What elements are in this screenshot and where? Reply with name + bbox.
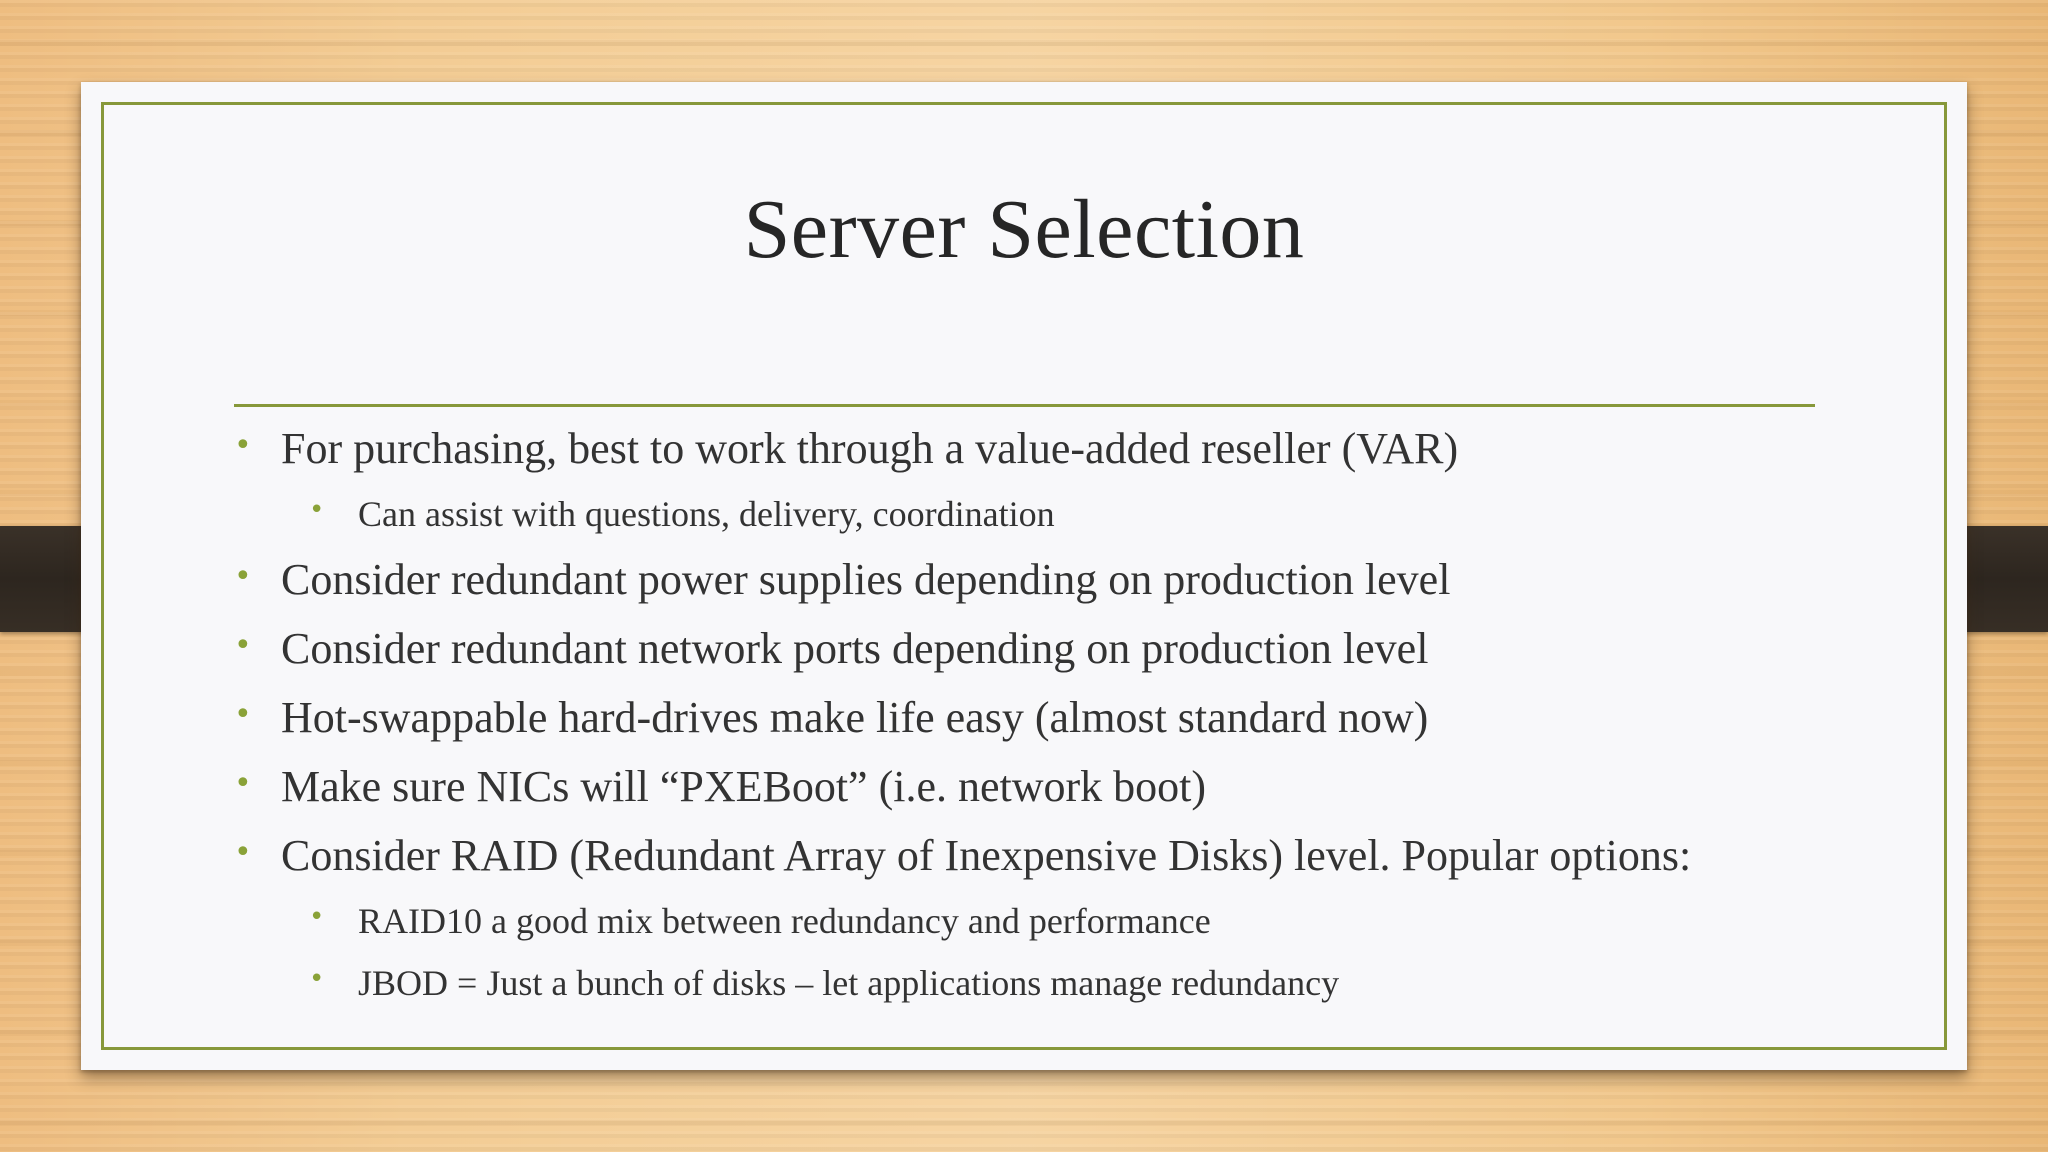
slide <box>81 82 1967 1070</box>
bullet-dot-icon: • <box>234 766 252 801</box>
bullet-item <box>234 683 1834 752</box>
sub-bullet-item <box>234 952 1834 1014</box>
sub-bullet-text: JBOD = Just a bunch of disks – let applications manage redundancy <box>358 963 1340 1003</box>
bullet-list <box>234 414 1834 1014</box>
bullet-text: Consider redundant power supplies depending on production level <box>281 555 1451 604</box>
bullet-dot-icon: • <box>234 697 252 732</box>
bullet-text: Consider RAID (Redundant Array of Inexpensive Disks) level. Popular options: <box>281 831 1692 880</box>
bullet-item <box>234 752 1834 821</box>
sub-bullet-item <box>234 890 1834 952</box>
slide-title: Server Selection <box>743 183 1305 276</box>
sub-bullet-text: RAID10 a good mix between redundancy and performance <box>358 901 1211 941</box>
bullet-dot-icon: • <box>234 835 252 870</box>
bullet-dot-icon: • <box>234 428 252 463</box>
sub-bullet-text: Can assist with questions, delivery, coordination <box>358 494 1055 534</box>
bullet-dot-icon: • <box>309 902 325 932</box>
bullet-item <box>234 821 1834 890</box>
bullet-text: Make sure NICs will “PXEBoot” (i.e. network boot) <box>281 762 1207 811</box>
bullet-item <box>234 545 1834 614</box>
bullet-text: For purchasing, best to work through a value-added reseller (VAR) <box>281 424 1459 473</box>
bullet-item <box>234 614 1834 683</box>
bullet-text: Consider redundant network ports depending on production level <box>281 624 1429 673</box>
bullet-dot-icon: • <box>309 964 325 994</box>
bullet-dot-icon: • <box>234 559 252 594</box>
title-divider <box>234 404 1815 407</box>
bullet-item <box>234 414 1834 483</box>
bullet-dot-icon: • <box>234 628 252 663</box>
bullet-dot-icon: • <box>309 495 325 525</box>
bullet-text: Hot-swappable hard-drives make life easy (almost standard now) <box>281 693 1429 742</box>
sub-bullet-item <box>234 483 1834 545</box>
